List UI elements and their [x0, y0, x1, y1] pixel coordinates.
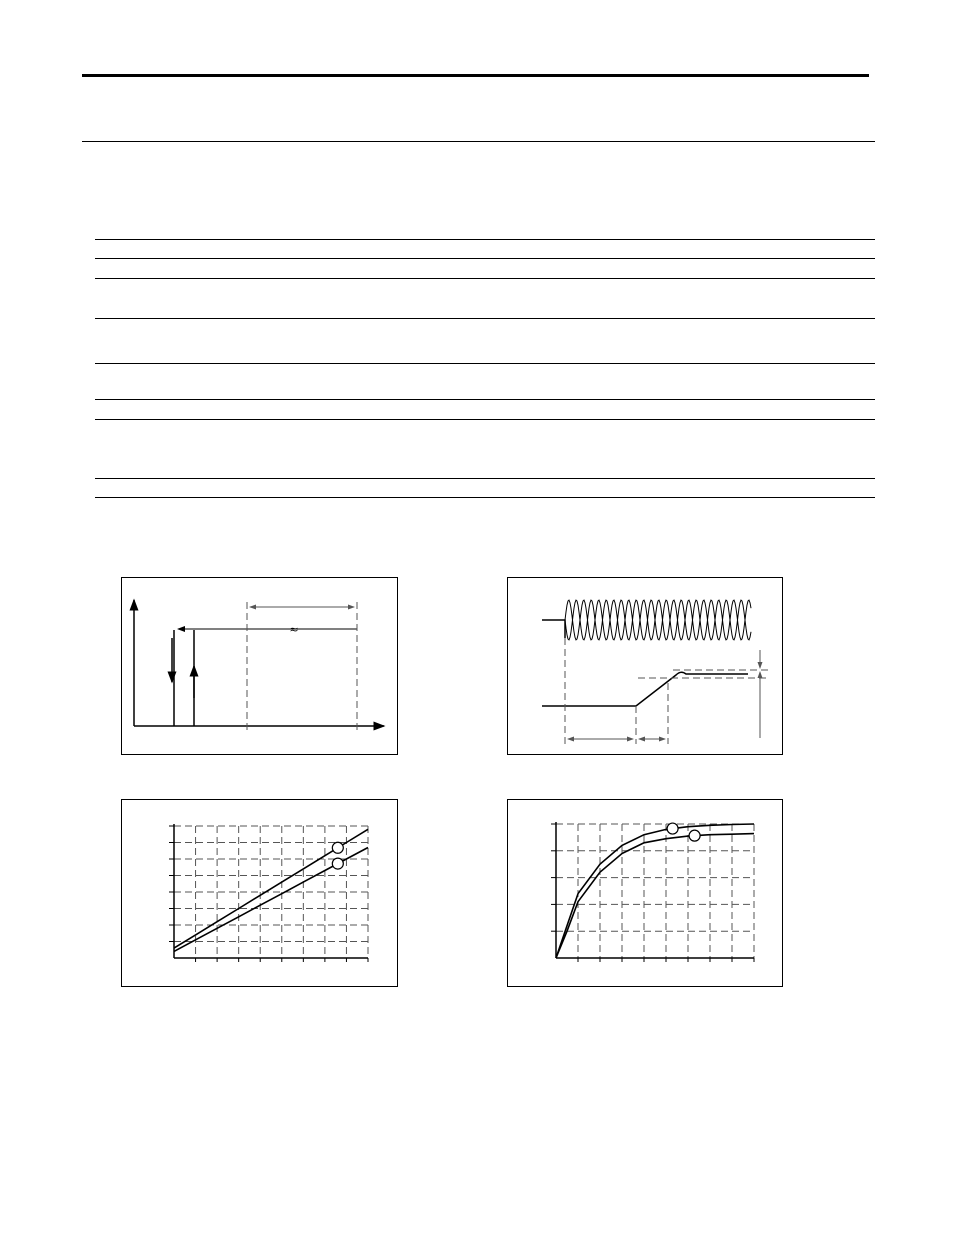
response-diagram-svg	[508, 578, 784, 756]
break-mark: ≈	[289, 623, 299, 636]
series-marker-2	[332, 858, 343, 869]
series-marker-1	[667, 823, 678, 834]
table-rule	[95, 239, 875, 240]
table-rule	[95, 278, 875, 279]
input-step	[542, 620, 565, 638]
table-rule	[95, 363, 875, 364]
table-rule	[95, 497, 875, 498]
output-curve	[542, 672, 748, 706]
header-thin-rule	[82, 141, 875, 142]
spec-table	[95, 239, 875, 498]
series-marker-1	[332, 842, 343, 853]
table-rule	[95, 399, 875, 400]
linear-chart	[121, 799, 398, 987]
table-rule	[95, 318, 875, 319]
linear-chart-svg	[122, 800, 399, 988]
hysteresis-diagram	[121, 577, 398, 755]
series-line-2	[556, 834, 754, 958]
header-thick-rule	[82, 74, 869, 77]
saturation-chart-svg	[508, 800, 784, 988]
hysteresis-diagram-svg	[122, 578, 399, 756]
oscillation-waveform	[565, 600, 751, 640]
response-diagram	[507, 577, 783, 755]
table-rule	[95, 258, 875, 259]
saturation-chart	[507, 799, 783, 987]
table-rule	[95, 419, 875, 420]
series-marker-2	[689, 830, 700, 841]
table-rule	[95, 478, 875, 479]
